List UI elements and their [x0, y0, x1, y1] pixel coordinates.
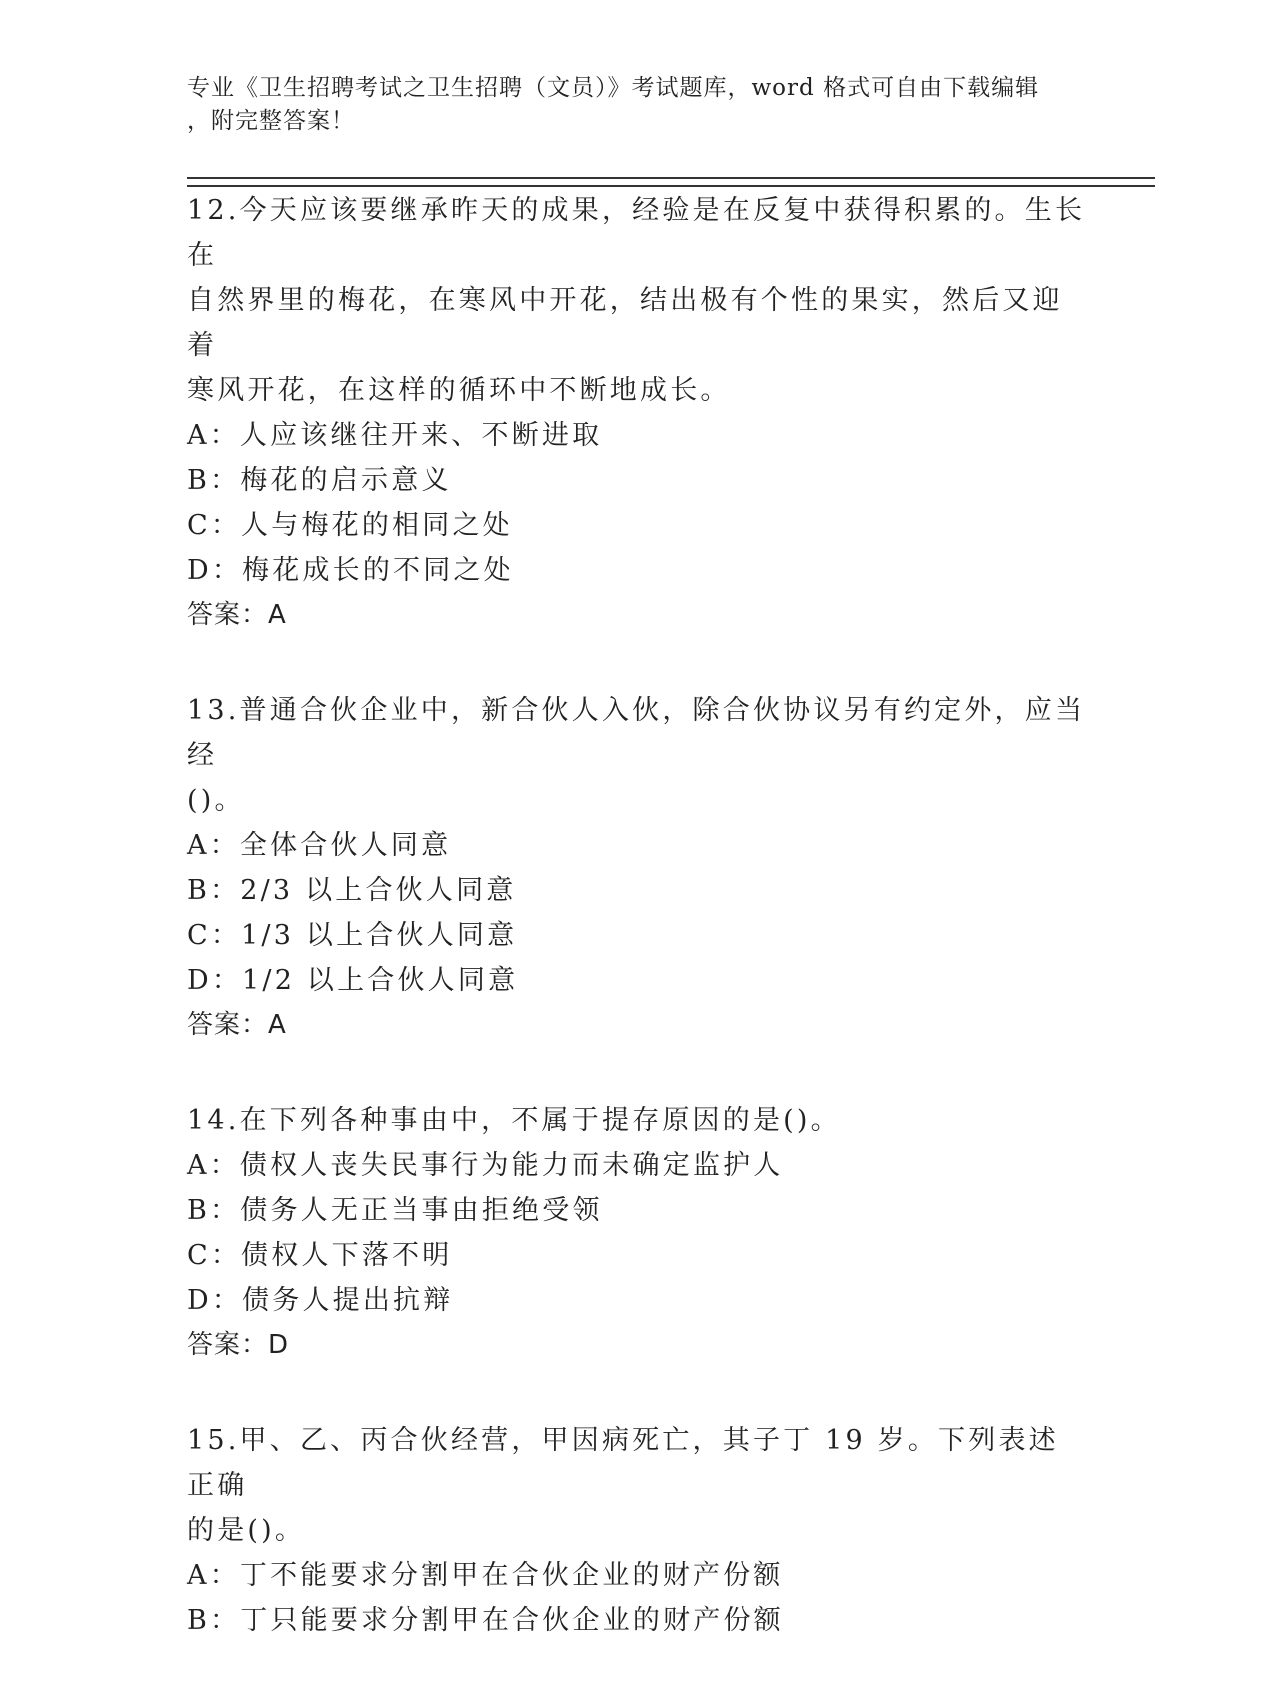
option-a: A：丁不能要求分割甲在合伙企业的财产份额	[187, 1560, 784, 1591]
question-list	[187, 188, 1087, 1693]
question-text-line: 14.在下列各种事由中，不属于提存原因的是()。	[187, 1105, 841, 1136]
question-text-line: 的是()。	[187, 1515, 306, 1546]
question-text-line: 寒风开花，在这样的循环中不断地成长。	[187, 375, 731, 406]
question-12	[187, 188, 1087, 638]
option-a: A：人应该继往开来、不断进取	[187, 420, 603, 451]
header-double-rule	[187, 177, 1155, 187]
document-header	[187, 72, 1067, 138]
question-14	[187, 1098, 1087, 1368]
question-text-line: 12.今天应该要继承昨天的成果，经验是在反复中获得积累的。生长在	[187, 195, 1086, 271]
answer-line: 答案：A	[187, 1010, 287, 1040]
option-a: A：全体合伙人同意	[187, 830, 452, 861]
question-13	[187, 688, 1087, 1048]
header-line-1: 专业《卫生招聘考试之卫生招聘（文员）》考试题库，word 格式可自由下载编辑	[187, 75, 1040, 101]
question-text-line: 15.甲、乙、丙合伙经营，甲因病死亡，其子丁 19 岁。下列表述正确	[187, 1425, 1059, 1501]
option-d: D：债务人提出抗辩	[187, 1285, 454, 1316]
question-text-line: ()。	[187, 785, 245, 816]
option-b: B：丁只能要求分割甲在合伙企业的财产份额	[187, 1605, 784, 1636]
option-d: D：1/2 以上合伙人同意	[187, 965, 519, 996]
option-c: C：债权人下落不明	[187, 1240, 453, 1271]
option-d: D：梅花成长的不同之处	[187, 555, 514, 586]
question-15	[187, 1418, 1087, 1643]
option-a: A：债权人丧失民事行为能力而未确定监护人	[187, 1150, 784, 1181]
option-b: B：2/3 以上合伙人同意	[187, 875, 517, 906]
header-line-2: ，附完整答案！	[187, 108, 355, 134]
question-text-line: 13.普通合伙企业中，新合伙人入伙，除合伙协议另有约定外，应当经	[187, 695, 1086, 771]
option-c: C：人与梅花的相同之处	[187, 510, 513, 541]
option-b: B：梅花的启示意义	[187, 465, 452, 496]
answer-line: 答案：D	[187, 1330, 290, 1360]
question-text-line: 自然界里的梅花，在寒风中开花，结出极有个性的果实，然后又迎着	[187, 285, 1063, 361]
option-c: C：1/3 以上合伙人同意	[187, 920, 518, 951]
answer-line: 答案：A	[187, 600, 287, 630]
option-b: B：债务人无正当事由拒绝受领	[187, 1195, 603, 1226]
